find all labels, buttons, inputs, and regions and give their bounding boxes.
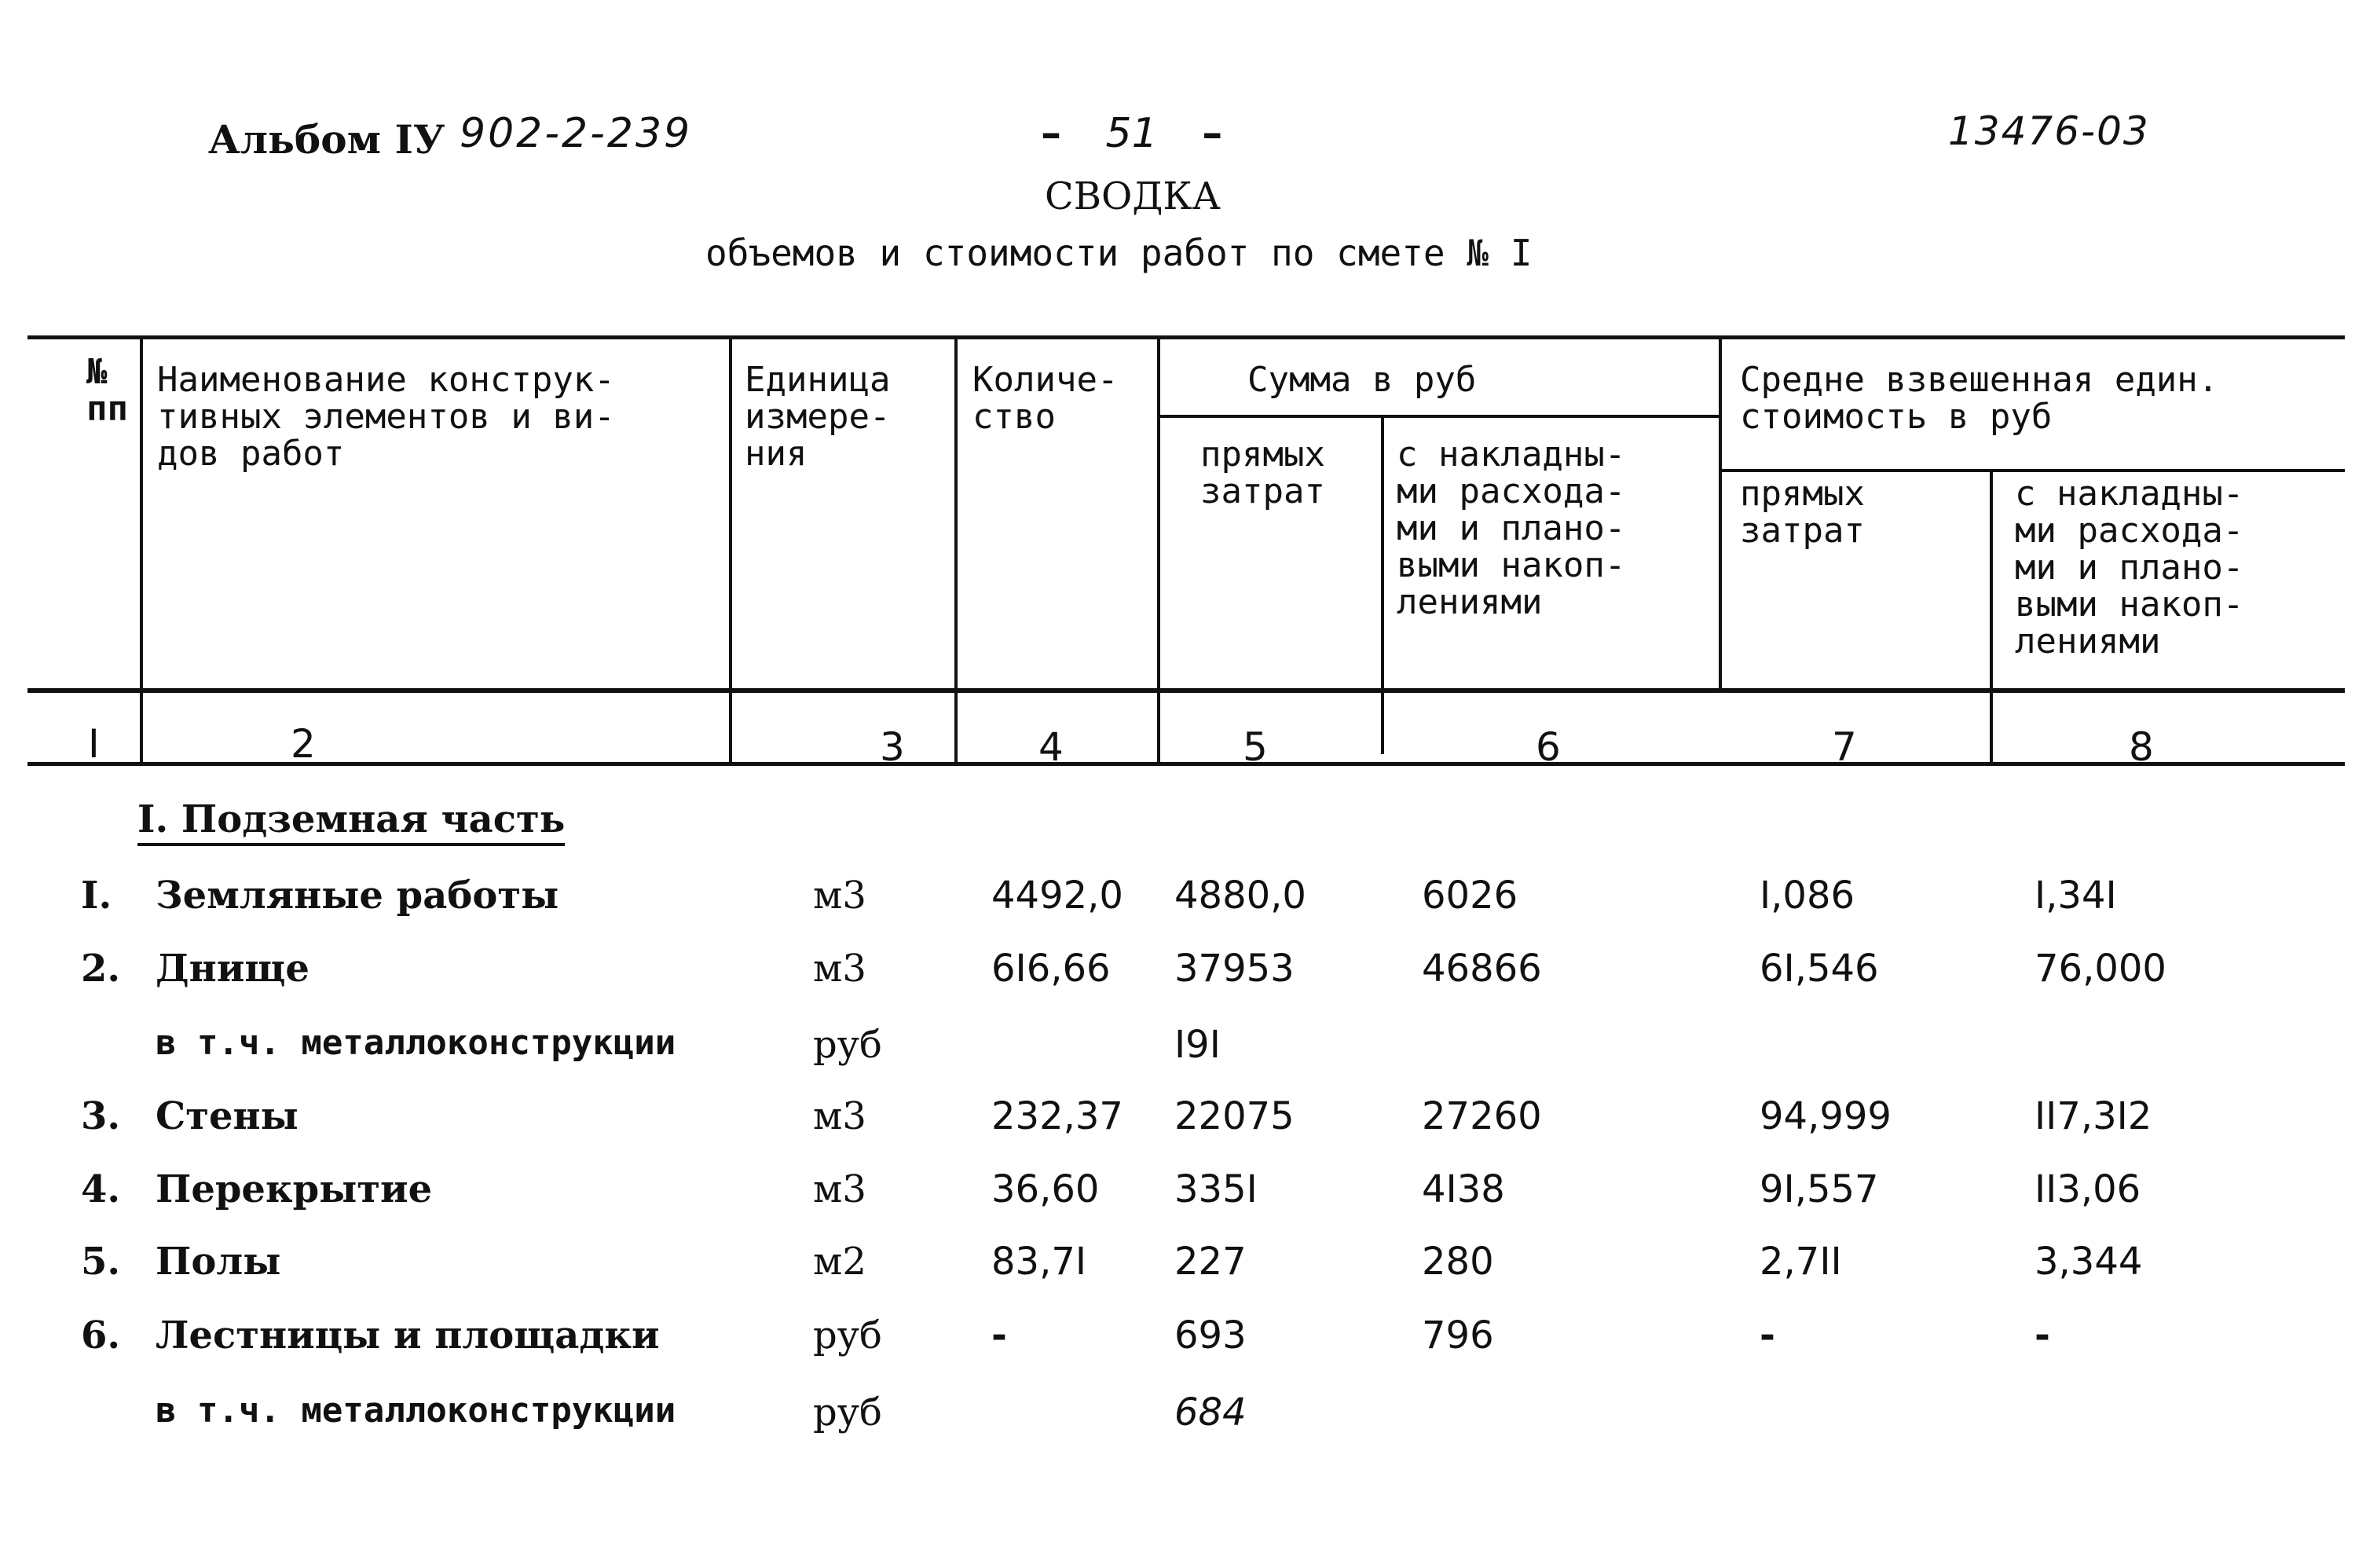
row-direct: 693: [1174, 1313, 1247, 1357]
row-avg-overhead: II3,06: [2035, 1167, 2141, 1211]
row-unit: м3: [813, 1167, 866, 1211]
row-name: в т.ч. металлоконструкции: [156, 1023, 676, 1063]
row-avg-overhead: 76,000: [2035, 947, 2166, 991]
row-unit: руб: [813, 1390, 882, 1434]
row-unit: руб: [813, 1023, 882, 1067]
row-direct: 37953: [1174, 947, 1295, 991]
colnum-2: 2: [291, 721, 316, 767]
row-avg-overhead: 3,344: [2035, 1240, 2143, 1284]
row-name: Полы: [156, 1240, 281, 1284]
header-col2: Наименование конструк- тивных элементов и ви- дов работ: [157, 360, 615, 474]
row-direct: 4880,0: [1174, 874, 1306, 918]
sum-group-line: [1159, 415, 1720, 418]
page-dash-right: –: [1202, 110, 1223, 157]
row-avg-direct: 94,999: [1760, 1094, 1892, 1138]
row-avg-direct: 2,7II: [1760, 1240, 1842, 1284]
row-num: 2.: [81, 947, 121, 991]
header-bottom-line: [27, 688, 2345, 693]
colnum-bottom-line: [27, 762, 2345, 766]
vline-7: [1990, 470, 1993, 762]
page-dash-left: –: [1041, 110, 1061, 157]
row-qty: 83,7I: [991, 1240, 1087, 1284]
colnum-4: 4: [1038, 724, 1064, 770]
row-overhead: 6026: [1422, 874, 1518, 918]
row-name: Перекрытие: [156, 1167, 433, 1211]
row-unit: м2: [813, 1240, 866, 1284]
row-num: I.: [81, 874, 112, 918]
row-avg-direct: I,086: [1760, 874, 1855, 918]
header-col7: прямых затрат: [1740, 474, 1865, 551]
header-sum-group: Сумма в руб: [1247, 360, 1477, 400]
vline-3: [954, 338, 958, 766]
header-col3: Единица измере- ния: [745, 360, 891, 474]
header-col6: с накладны- ми расхода- ми и плано- выми накоп- лениями: [1397, 434, 1626, 622]
row-avg-overhead: I,34I: [2035, 874, 2117, 918]
row-num: 4.: [81, 1167, 121, 1211]
row-direct: 335I: [1174, 1167, 1258, 1211]
avg-group-line: [1720, 469, 2345, 472]
row-qty: 36,60: [991, 1167, 1100, 1211]
row-name: Днище: [156, 947, 309, 991]
row-overhead: 27260: [1422, 1094, 1542, 1138]
row-qty: 6I6,66: [991, 947, 1111, 991]
page-number-block: [1041, 110, 1222, 157]
row-name: Лестницы и площадки: [156, 1313, 660, 1357]
row-direct: I9I: [1174, 1023, 1221, 1067]
row-overhead: 4I38: [1422, 1167, 1505, 1211]
section-title: I. Подземная часть: [137, 797, 565, 846]
vline-5: [1381, 416, 1384, 754]
header-col1: № пп: [86, 352, 128, 429]
row-unit: м3: [813, 874, 866, 918]
colnum-7: 7: [1832, 724, 1857, 770]
row-qty: 4492,0: [991, 874, 1123, 918]
row-overhead: 796: [1422, 1313, 1494, 1357]
row-num: 5.: [81, 1240, 121, 1284]
table-top-line: [27, 335, 2345, 339]
colnum-6: 6: [1536, 724, 1561, 770]
row-overhead: 280: [1422, 1240, 1494, 1284]
vline-4: [1157, 338, 1160, 766]
row-qty: -: [991, 1313, 1007, 1357]
row-avg-direct: -: [1760, 1313, 1775, 1357]
header-col4: Количе- ство: [972, 360, 1119, 437]
row-qty: 232,37: [991, 1094, 1123, 1138]
page-subtitle: объемов и стоимости работ по смете № I: [705, 232, 1533, 274]
row-direct: 227: [1174, 1240, 1247, 1284]
colnum-5: 5: [1243, 724, 1268, 770]
header-col5: прямых затрат: [1200, 434, 1325, 511]
row-direct: 22075: [1174, 1094, 1295, 1138]
row-avg-overhead: II7,3I2: [2035, 1094, 2152, 1138]
row-name: Земляные работы: [156, 874, 559, 918]
row-direct: 684: [1174, 1390, 1247, 1434]
row-overhead: 46866: [1422, 947, 1542, 991]
row-unit: руб: [813, 1313, 882, 1357]
row-name: Стены: [156, 1094, 298, 1138]
page-title: СВОДКА: [1045, 174, 1221, 218]
row-unit: м3: [813, 1094, 866, 1138]
row-unit: м3: [813, 947, 866, 991]
doc-code: 13476-03: [1948, 108, 2150, 154]
row-avg-direct: 6I,546: [1760, 947, 1879, 991]
vline-6: [1719, 338, 1722, 691]
vline-1: [140, 338, 143, 766]
vline-2: [729, 338, 732, 766]
colnum-3: 3: [880, 724, 905, 770]
album-label: Альбом IУ: [208, 116, 445, 163]
header-avg-group: Средне взвешенная един. стоимость в руб: [1740, 360, 2219, 437]
page-number: 51: [1105, 110, 1158, 157]
header-col8: с накладны- ми расхода- ми и плано- выми накоп- лениями: [2015, 474, 2244, 661]
row-avg-overhead: -: [2035, 1313, 2050, 1357]
row-num: 6.: [81, 1313, 121, 1357]
colnum-8: 8: [2129, 724, 2154, 770]
row-avg-direct: 9I,557: [1760, 1167, 1879, 1211]
row-name: в т.ч. металлоконструкции: [156, 1390, 676, 1431]
album-number: 902-2-239: [460, 110, 693, 157]
row-num: 3.: [81, 1094, 121, 1138]
colnum-1: I: [88, 721, 100, 767]
